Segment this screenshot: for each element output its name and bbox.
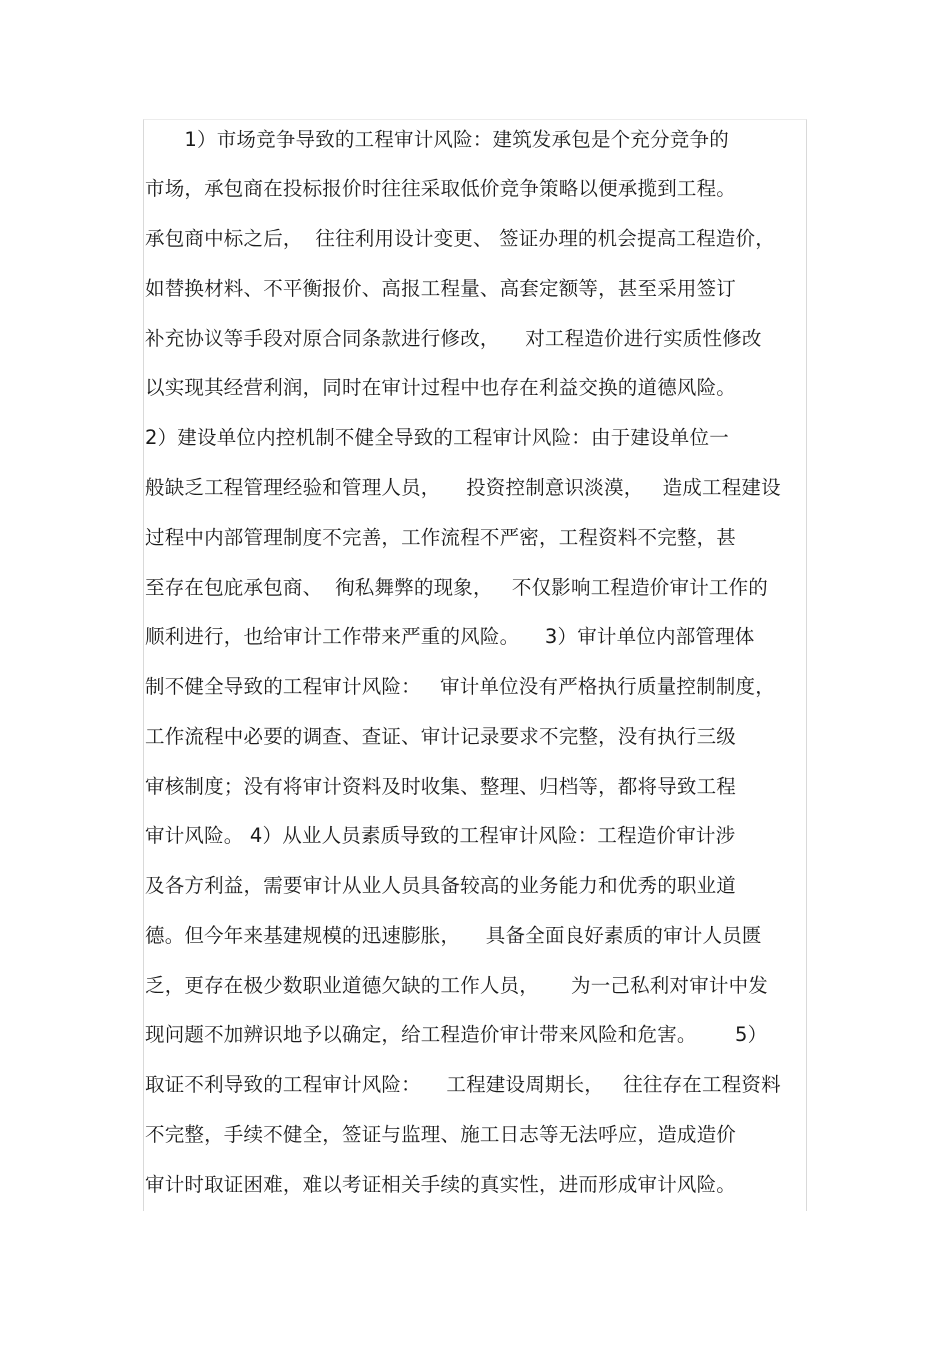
- text-line: 现问题不加辨识地予以确定，给工程造价审计带来风险和危害。 5）: [145, 1023, 768, 1046]
- text-line: 承包商中标之后， 往往利用设计变更、 签证办理的机会提高工程造价，: [145, 227, 775, 250]
- text-line: 乏，更存在极少数职业道德欠缺的工作人员， 为一己私利对审计中发: [145, 974, 768, 997]
- text-line: 1）市场竞争导致的工程审计风险：建筑发承包是个充分竞争的: [145, 128, 729, 151]
- text-line: 不完整，手续不健全，签证与监理、施工日志等无法呼应，造成造价: [145, 1123, 737, 1146]
- text-line: 般缺乏工程管理经验和管理人员， 投资控制意识淡漠， 造成工程建设: [145, 476, 781, 499]
- text-line: 审计风险。 4）从业人员素质导致的工程审计风险：工程造价审计涉: [145, 824, 736, 847]
- text-line: 2）建设单位内控机制不健全导致的工程审计风险：由于建设单位一: [145, 426, 729, 449]
- text-line: 工作流程中必要的调查、查证、审计记录要求不完整，没有执行三级: [145, 725, 737, 748]
- text-line: 市场，承包商在投标报价时往往采取低价竞争策略以便承揽到工程。: [145, 177, 737, 200]
- text-line: 取证不利导致的工程审计风险： 工程建设周期长， 往往存在工程资料: [145, 1073, 781, 1096]
- text-line: 制不健全导致的工程审计风险： 审计单位没有严格执行质量控制制度，: [145, 675, 775, 698]
- text-line: 德。但今年来基建规模的迅速膨胀， 具备全面良好素质的审计人员匮: [145, 924, 762, 947]
- text-line: 顺利进行，也给审计工作带来严重的风险。 3）审计单位内部管理体: [145, 625, 755, 648]
- text-line: 及各方利益，需要审计从业人员具备较高的业务能力和优秀的职业道: [145, 874, 737, 897]
- text-line: 补充协议等手段对原合同条款进行修改， 对工程造价进行实质性修改: [145, 327, 762, 350]
- text-line: 如替换材料、不平衡报价、高报工程量、高套定额等，甚至采用签订: [145, 277, 737, 300]
- text-line: 审计时取证困难，难以考证相关手续的真实性，进而形成审计风险。: [145, 1173, 737, 1196]
- text-line: 审核制度；没有将审计资料及时收集、整理、归档等，都将导致工程: [145, 775, 737, 798]
- text-line: 至存在包庇承包商、 徇私舞弊的现象， 不仅影响工程造价审计工作的: [145, 576, 768, 599]
- text-line: 过程中内部管理制度不完善，工作流程不严密，工程资料不完整，甚: [145, 526, 737, 549]
- text-line: 以实现其经营利润，同时在审计过程中也存在利益交换的道德风险。: [145, 376, 737, 399]
